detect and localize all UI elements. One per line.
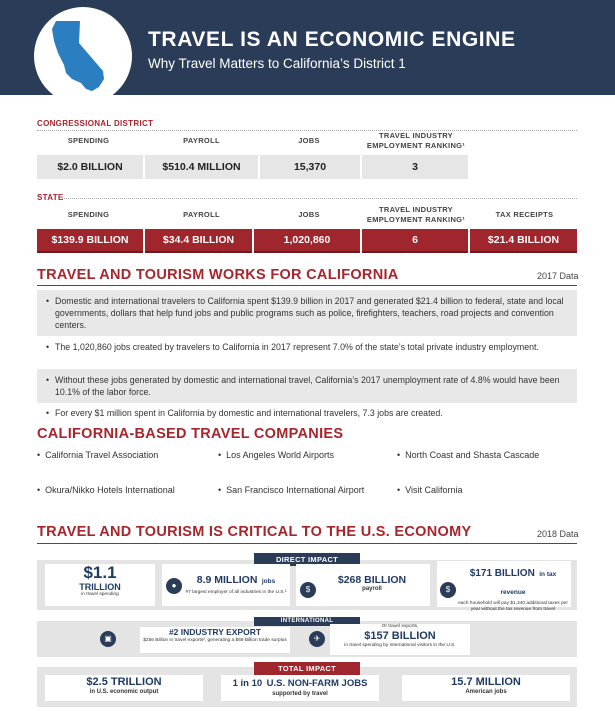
payroll-icon: $ xyxy=(300,582,316,598)
person-icon: ● xyxy=(166,578,182,594)
jobs-stat-text: 8.9 MILLION jobs #7 largest employer of all industries in the U.S.² xyxy=(185,574,287,595)
district-header-jobs: JOBS xyxy=(298,136,320,145)
district-spending-value: $2.0 BILLION xyxy=(37,155,143,179)
works-year: 2017 Data xyxy=(537,271,579,281)
district-payroll-value: $510.4 MILLION xyxy=(145,155,258,179)
state-badge xyxy=(34,7,132,105)
state-header-payroll: PAYROLL xyxy=(183,210,220,219)
page-title: TRAVEL IS AN ECONOMIC ENGINE xyxy=(148,28,516,51)
companies-heading: CALIFORNIA-BASED TRAVEL COMPANIES xyxy=(37,426,344,442)
plane-icon: ✈ xyxy=(309,631,325,647)
state-tax-value: $21.4 BILLION xyxy=(470,229,577,253)
american-jobs-stat: 15.7 MILLION American jobs xyxy=(402,675,570,701)
state-header-spending: SPENDING xyxy=(67,210,110,219)
export-stat: #2 INDUSTRY EXPORT $256 Billion in travel exports², generating a $69 Billion trade surplus xyxy=(140,627,290,653)
payroll-stat-text: $268 BILLION payroll xyxy=(337,574,407,592)
state-header-ranking: TRAVEL INDUSTRY EMPLOYMENT RANKING¹ xyxy=(366,205,466,224)
company-item: • North Coast and Shasta Cascade xyxy=(397,450,540,460)
list-item: • For every $1 million spent in California by domestic and international travelers, 7.3 jobs are created. xyxy=(37,402,577,424)
direct-impact-tag: DIRECT IMPACT xyxy=(254,553,360,566)
international-tag: INTERNATIONAL xyxy=(254,617,360,626)
export-icon: ▣ xyxy=(100,631,116,647)
state-payroll-value: $34.4 BILLION xyxy=(145,229,252,253)
district-header-payroll: PAYROLL xyxy=(183,136,220,145)
company-item: • Los Angeles World Airports xyxy=(218,450,335,460)
works-heading: TRAVEL AND TOURISM WORKS FOR CALIFORNIA xyxy=(37,267,399,283)
non-farm-jobs-stat: 1 in 10 U.S. NON-FARM JOBS supported by travel xyxy=(221,675,379,701)
output-stat: $2.5 TRILLION in U.S. economic output xyxy=(45,675,203,701)
district-header-ranking: TRAVEL INDUSTRY EMPLOYMENT RANKING¹ xyxy=(366,131,466,150)
district-header-spending: SPENDING xyxy=(67,136,110,145)
state-header-tax: TAX RECEIPTS xyxy=(495,210,554,219)
page-subtitle: Why Travel Matters to California’s District 1 xyxy=(148,56,406,71)
us-heading: TRAVEL AND TOURISM IS CRITICAL TO THE U.S. ECONOMY xyxy=(37,524,472,540)
company-item: • Okura/Nikko Hotels International xyxy=(37,485,175,495)
us-year: 2018 Data xyxy=(537,529,579,539)
california-map-icon xyxy=(48,19,118,95)
company-item: • California Travel Association xyxy=(37,450,159,460)
spending-stat: $1.1 TRILLION in travel spending xyxy=(45,564,155,606)
company-item: • Visit California xyxy=(397,485,463,495)
state-spending-value: $139.9 BILLION xyxy=(37,229,143,253)
international-band xyxy=(37,621,577,657)
state-header-jobs: JOBS xyxy=(298,210,320,219)
divider xyxy=(62,198,577,199)
divider xyxy=(37,285,577,286)
tax-icon: $ xyxy=(440,582,456,598)
district-label: CONGRESSIONAL DISTRICT xyxy=(37,119,154,128)
list-item: • Without these jobs generated by domestic and international travel, California’s 2017 unemployment rate of 4.8% would have been 10.1% of the labor force. xyxy=(37,369,577,403)
divider xyxy=(37,543,577,544)
list-item: • Domestic and international travelers to California spent $139.9 billion in 2017 and generated $21.4 billion to federal, state and local governments, dollars that help fund jobs and public programs such as police, firefighters, teachers, road projects and convention centers. xyxy=(37,290,577,336)
state-ranking-value: 6 xyxy=(362,229,468,253)
international-spend-stat: Or travel exports, $157 BILLION in travel spending by international visitors in the U.S. xyxy=(330,624,470,655)
state-jobs-value: 1,020,860 xyxy=(254,229,360,253)
company-item: • San Francisco International Airport xyxy=(218,485,365,495)
divider xyxy=(37,130,577,131)
district-ranking-value: 3 xyxy=(362,155,468,179)
total-impact-tag: TOTAL IMPACT xyxy=(254,662,360,675)
tax-stat-text: $171 BILLION in tax revenue each household will pay $1,340 additional taxes per year without the tax revenue from travel xyxy=(458,568,568,612)
district-jobs-value: 15,370 xyxy=(260,155,360,179)
list-item: • The 1,020,860 jobs created by travelers to California in 2017 represent 7.0% of the state’s total private industry employment. xyxy=(37,336,577,358)
state-label: STATE xyxy=(37,193,64,202)
